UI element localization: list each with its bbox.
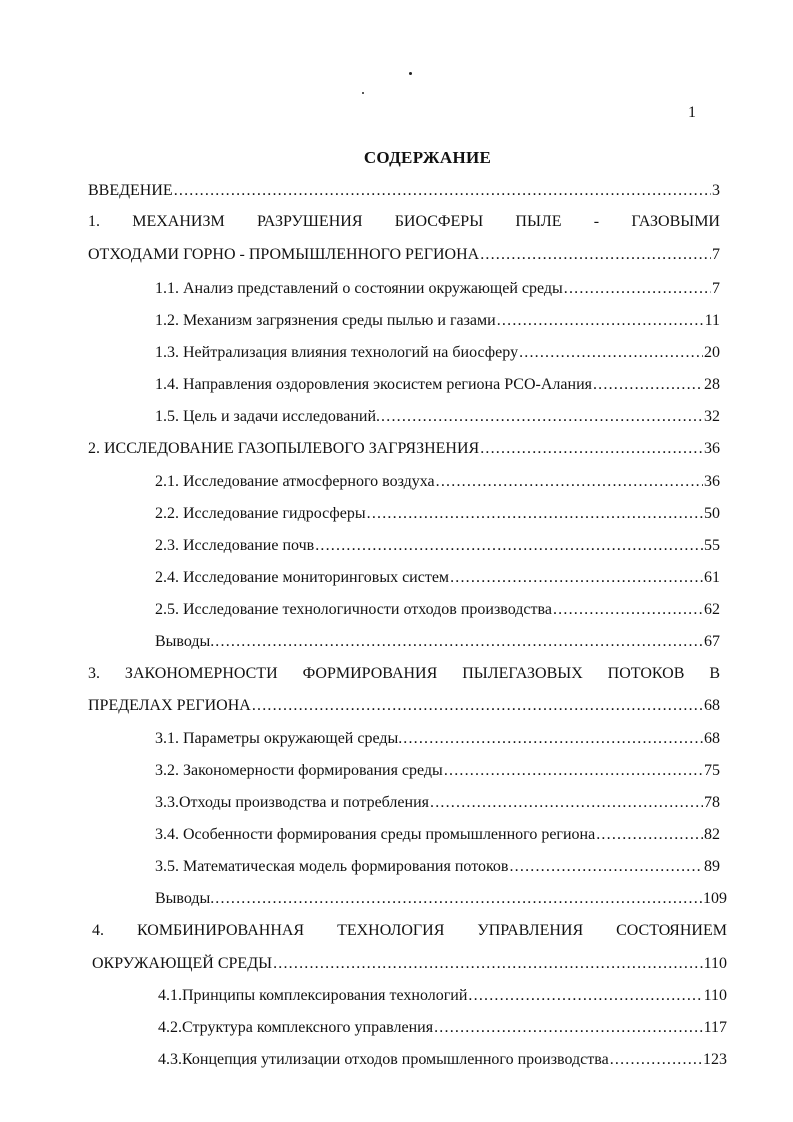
toc-entry-label: 4.1.Принципы комплексирования технологий [158,987,468,1004]
dot-leader [215,633,703,651]
toc-entry-2-3[interactable] [155,537,720,559]
toc-chapter-1[interactable] [88,246,720,268]
toc-entry-label: 4.3.Концепция утилизации отходов промышленного производства [158,1051,609,1068]
toc-entry-label: 3.5. Математическая модель формирования потоков [155,858,509,875]
dot-leader [610,1051,702,1069]
toc-entry-label: 1.5. Цель и задачи исследований. [155,408,381,425]
toc-entry-label: ОКРУЖАЮЩЕЙ СРЕДЫ [92,955,273,972]
toc-entry-page: 68 [704,730,720,747]
toc-entry-label: 3.3.Отходы производства и потребления [155,794,429,811]
toc-entry-2-1[interactable] [155,473,720,495]
toc-entry-1-1[interactable] [155,280,720,302]
toc-chapter-1-heading[interactable] [88,213,720,235]
dot-leader [596,826,703,844]
toc-entry-page: 55 [704,537,720,554]
toc-entry-1-4[interactable] [155,376,720,398]
toc-entry-label: 3.2. Закономерности формирования среды [155,762,443,779]
toc-chapter-4[interactable] [92,955,727,977]
toc-entry-page: 36 [704,440,720,457]
dot-leader [553,601,703,619]
dot-leader [480,440,703,458]
toc-entry-page: 3 [712,182,720,199]
toc-entry-4-2[interactable] [158,1019,727,1041]
toc-entry-page: 61 [704,569,720,586]
heading-word: ФОРМИРОВАНИЯ [302,665,438,682]
toc-entry-page: 68 [704,697,720,714]
toc-entry-4-1[interactable] [158,987,727,1009]
heading-word: МЕХАНИЗМ [132,213,225,230]
scan-speck [409,72,412,75]
toc-entry-page: 110 [703,987,727,1004]
toc-entry-page: 50 [704,505,720,522]
heading-word: 1. [88,213,100,230]
toc-entry-label: 2.3. Исследование почв [155,537,315,554]
toc-entry-page: 117 [703,1019,727,1036]
heading-word: В [709,665,720,682]
toc-entry-page: 67 [704,633,720,650]
toc-entry-3-4[interactable] [155,826,720,848]
heading-word: ПЫЛЕ [515,213,562,230]
heading-word: ГАЗОВЫМИ [631,213,720,230]
dot-leader [519,344,703,362]
heading-word: СОСТОЯНИЕМ [616,922,727,939]
dot-leader [174,182,711,200]
dot-leader [497,312,704,330]
toc-entry-4-3[interactable] [158,1051,727,1073]
dot-leader [430,794,703,812]
dot-leader [215,890,702,908]
toc-entry-label: 2.1. Исследование атмосферного воздуха [155,473,435,490]
heading-word: ТЕХНОЛОГИЯ [337,922,445,939]
page-title: СОДЕРЖАНИЕ [363,148,492,167]
toc-entry-label: Выводы. [155,633,215,650]
heading-word: - [593,213,600,230]
toc-entry-page: 109 [703,890,727,907]
toc-entry-label: 1.1. Анализ представлений о состоянии окружающей среды [155,280,563,297]
toc-entry-page: 89 [704,858,720,875]
dot-leader [509,858,703,876]
toc-entry-label: Выводы. [155,890,215,907]
toc-entry-page: 20 [704,344,720,361]
toc-entry-label: 2.4. Исследование мониторинговых систем [155,569,450,586]
scan-speck [362,92,364,94]
dot-leader [593,376,703,394]
toc-entry-label: 3.1. Параметры окружающей среды. [155,730,403,747]
page-number: 1 [688,104,696,121]
toc-entry-3-3[interactable] [155,794,720,816]
dot-leader [480,246,711,264]
dot-leader [367,505,703,523]
dot-leader [403,730,703,748]
toc-entry-label: 1.3. Нейтрализация влияния технологий на биосферу [155,344,519,361]
dot-leader [252,697,703,715]
toc-entry-2-2[interactable] [155,505,720,527]
toc-entry-page: 7 [712,280,720,297]
toc-entry-page: 7 [712,246,720,263]
toc-entry-page: 110 [703,955,727,972]
toc-entry-page: 11 [704,312,720,329]
toc-entry-label: 3.4. Особенности формирования среды промышленного региона [155,826,596,843]
heading-word: ПЫЛЕГАЗОВЫХ [462,665,583,682]
toc-entry-2-5[interactable] [155,601,720,623]
dot-leader [315,537,703,555]
toc-entry-2-4[interactable] [155,569,720,591]
toc-entry-3-1[interactable] [155,730,720,752]
toc-entry-page: 32 [704,408,720,425]
heading-word: РАЗРУШЕНИЯ [256,213,363,230]
heading-word: КОМБИНИРОВАННАЯ [136,922,305,939]
heading-word: ЗАКОНОМЕРНОСТИ [124,665,278,682]
toc-entry-label: ВВЕДЕНИЕ [88,182,173,199]
toc-entry-3-5[interactable] [155,858,720,880]
toc-entry-label: 4.2.Структура комплексного управления [158,1019,434,1036]
toc-entry-page: 75 [704,762,720,779]
dot-leader [381,408,703,426]
heading-word: 3. [88,665,100,682]
toc-entry-label: 2.5. Исследование технологичности отходов производства [155,601,552,618]
toc-chapter-2[interactable] [88,440,720,462]
toc-entry-3-conclusions[interactable] [155,890,727,912]
heading-word: ПОТОКОВ [607,665,685,682]
toc-entry-page: 62 [704,601,720,618]
dot-leader [273,955,703,973]
toc-entry-label: ОТХОДАМИ ГОРНО - ПРОМЫШЛЕННОГО РЕГИОНА [88,246,480,263]
toc-entry-page: 123 [703,1051,727,1068]
toc-entry-page: 78 [704,794,720,811]
toc-entry-intro[interactable] [88,182,720,204]
toc-entry-label: 1.4. Направления оздоровления экосистем региона РСО-Алания [155,376,592,393]
dot-leader [450,569,703,587]
heading-word: БИОСФЕРЫ [394,213,484,230]
dot-leader [434,1019,703,1037]
heading-word: УПРАВЛЕНИЯ [477,922,584,939]
toc-entry-3-2[interactable] [155,762,720,784]
dot-leader [444,762,703,780]
toc-entry-1-3[interactable] [155,344,720,366]
dot-leader [564,280,711,298]
toc-chapter-3-heading[interactable] [88,665,720,687]
dot-leader [436,473,703,491]
toc-entry-label: ПРЕДЕЛАХ РЕГИОНА [88,697,251,714]
toc-entry-label: 2. ИССЛЕДОВАНИЕ ГАЗОПЫЛЕВОГО ЗАГРЯЗНЕНИЯ [88,440,480,457]
toc-entry-page: 36 [704,473,720,490]
toc-entry-2-conclusions[interactable] [155,633,720,655]
dot-leader [468,987,702,1005]
toc-entry-label: 2.2. Исследование гидросферы [155,505,366,522]
toc-entry-page: 28 [704,376,720,393]
toc-entry-1-2[interactable] [155,312,720,334]
toc-entry-label: 1.2. Механизм загрязнения среды пылью и газами [155,312,496,329]
heading-word: 4. [92,922,104,939]
toc-entry-page: 82 [704,826,720,843]
toc-entry-1-5[interactable] [155,408,720,430]
toc-chapter-3[interactable] [88,697,720,719]
toc-chapter-4-heading[interactable] [92,922,727,944]
